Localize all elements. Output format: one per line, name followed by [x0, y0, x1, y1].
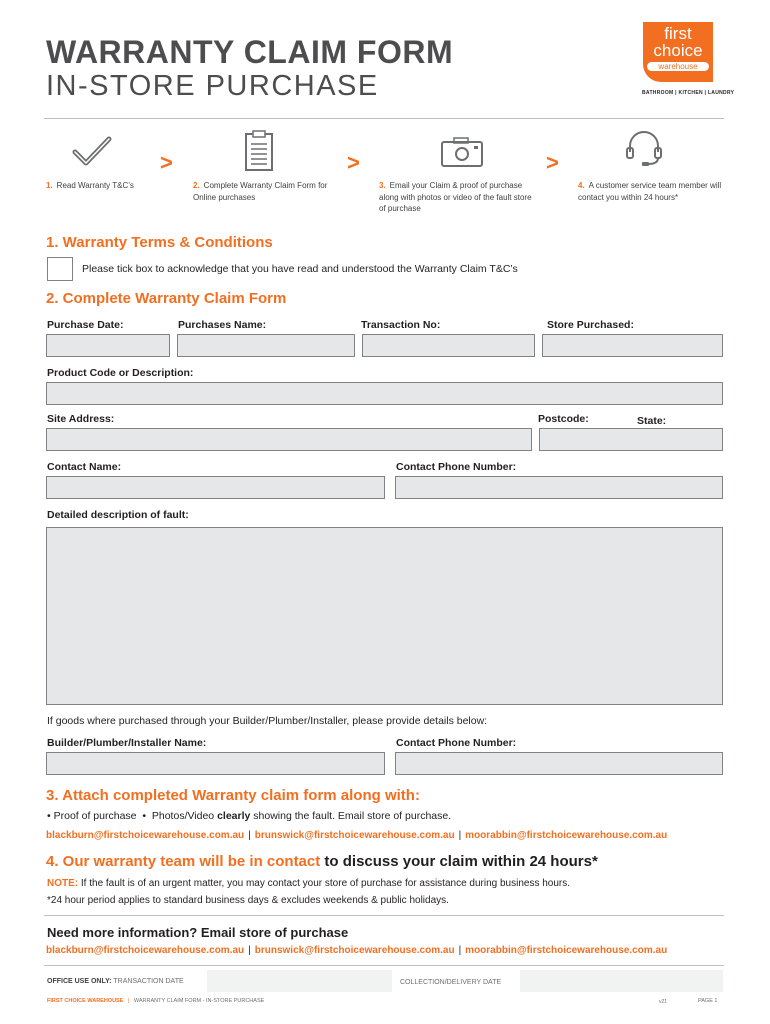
separator: | — [458, 830, 462, 841]
bullet-icon: • — [142, 810, 147, 822]
camera-icon — [440, 136, 484, 168]
attach-bullets — [47, 810, 451, 822]
bullet-photos-pre: Photos/Video — [151, 810, 218, 822]
step-2-text: Complete Warranty Claim Form for Online purchases — [193, 181, 328, 202]
postcode-label: Postcode: — [538, 413, 589, 425]
step-4-text: A customer service team member will contact you within 24 hours* — [578, 181, 722, 202]
note-body: If the fault is of an urgent matter, you may contact your store of purchase for assistance during business hours. — [78, 878, 571, 889]
step-4 — [578, 180, 723, 203]
email-blackburn-link[interactable]: blackburn@firstchoicewarehouse.com.au — [46, 945, 245, 956]
purchase-date-label: Purchase Date: — [47, 319, 124, 331]
footer-page: PAGE 1 — [698, 998, 718, 1004]
office-use-label: OFFICE USE ONLY: — [47, 978, 112, 985]
footer-version: v21 — [659, 999, 668, 1005]
page-footer — [47, 998, 264, 1004]
office-collection-date-field[interactable] — [520, 970, 723, 992]
store-purchased-field[interactable] — [542, 334, 723, 357]
section3-heading: 3. Attach completed Warranty claim form along with: — [46, 787, 420, 804]
brand-logo — [643, 22, 713, 82]
builder-phone-field[interactable] — [395, 752, 723, 775]
divider — [44, 965, 724, 966]
footer-separator: | — [127, 998, 130, 1004]
transaction-date-label: TRANSACTION DATE — [113, 978, 184, 985]
note-label: NOTE: — [47, 878, 79, 889]
site-address-field[interactable] — [46, 428, 532, 451]
builder-intro-text: If goods where purchased through your Builder/Plumber/Installer, please provide details below: — [47, 715, 488, 727]
store-purchased-label: Store Purchased: — [547, 319, 634, 331]
logo-line2: choice — [653, 41, 703, 60]
step-3 — [379, 180, 539, 215]
section4-heading — [46, 853, 598, 870]
contact-phone-label: Contact Phone Number: — [396, 461, 517, 473]
section2-heading: 2. Complete Warranty Claim Form — [46, 290, 287, 307]
separator: | — [248, 830, 251, 841]
postcode-state-field[interactable] — [539, 428, 723, 451]
note-text — [47, 878, 570, 889]
step-2 — [193, 180, 333, 203]
store-emails-row — [46, 830, 667, 841]
email-moorabbin-link[interactable]: moorabbin@firstchoicewarehouse.com.au — [465, 945, 668, 956]
tc-checkbox-label: Please tick box to acknowledge that you have read and understood the Warranty Claim T&C’s — [82, 263, 518, 275]
step-2-number: 2. — [193, 181, 200, 190]
fault-description-field[interactable] — [46, 527, 723, 705]
product-code-label: Product Code or Description: — [47, 367, 194, 379]
product-code-field[interactable] — [46, 382, 723, 405]
contact-name-label: Contact Name: — [47, 461, 122, 473]
email-brunswick-link[interactable]: brunswick@firstchoicewarehouse.com.au — [254, 945, 455, 956]
step-4-number: 4. — [578, 181, 585, 190]
logo-line3: warehouse — [647, 62, 709, 71]
form-title: WARRANTY CLAIM FORM — [46, 34, 454, 70]
purchases-name-label: Purchases Name: — [178, 319, 267, 331]
logo-tagline: BATHROOM | KITCHEN | LAUNDRY — [642, 90, 735, 96]
section4-heading-dark: to discuss your claim within 24 hours* — [320, 853, 598, 870]
logo-line1: first — [664, 24, 692, 43]
bullet-photos-bold: clearly — [217, 810, 251, 822]
divider — [44, 118, 724, 119]
step-1-number: 1. — [46, 181, 53, 190]
divider — [44, 915, 724, 916]
contact-phone-field[interactable] — [395, 476, 723, 499]
office-use-row — [47, 978, 184, 985]
footer-doc-title: WARRANTY CLAIM FORM - IN-STORE PURCHASE — [133, 998, 265, 1004]
checkmark-icon — [72, 135, 112, 167]
section1-heading: 1. Warranty Terms & Conditions — [46, 234, 273, 251]
purchase-date-field[interactable] — [46, 334, 170, 357]
step-1 — [46, 180, 176, 192]
step-3-text: Email your Claim & proof of purchase along with photos or video of the fault store of purchase — [379, 181, 532, 213]
bullet-photos-post: showing the fault. Email store of purchase. — [250, 810, 452, 822]
form-subtitle: IN-STORE PURCHASE — [46, 70, 379, 102]
contact-name-field[interactable] — [46, 476, 385, 499]
chevron-right-icon: > — [347, 150, 360, 175]
more-info-heading: Need more information? Email store of purchase — [47, 925, 349, 940]
fault-description-label: Detailed description of fault: — [47, 509, 189, 521]
site-address-label: Site Address: — [47, 413, 115, 425]
chevron-right-icon: > — [546, 150, 559, 175]
office-transaction-date-field[interactable] — [207, 970, 392, 992]
separator: | — [458, 945, 462, 956]
chevron-right-icon: > — [160, 150, 173, 175]
transaction-no-field[interactable] — [362, 334, 535, 357]
clipboard-icon — [244, 130, 274, 172]
footer-brand: FIRST CHOICE WAREHOUSE — [47, 998, 124, 1004]
headset-icon — [624, 130, 664, 170]
email-moorabbin-link[interactable]: moorabbin@firstchoicewarehouse.com.au — [465, 830, 668, 841]
builder-phone-label: Contact Phone Number: — [396, 737, 517, 749]
step-3-number: 3. — [379, 181, 386, 190]
bullet-proof: Proof of purchase — [53, 810, 137, 822]
builder-name-field[interactable] — [46, 752, 385, 775]
email-blackburn-link[interactable]: blackburn@firstchoicewarehouse.com.au — [46, 830, 245, 841]
section4-heading-orange: 4. Our warranty team will be in contact — [46, 853, 321, 870]
bullet-icon: • — [47, 810, 51, 822]
transaction-no-label: Transaction No: — [361, 319, 441, 331]
more-info-emails-row — [46, 945, 667, 956]
tc-checkbox[interactable] — [47, 257, 73, 281]
state-label: State: — [637, 415, 667, 427]
email-brunswick-link[interactable]: brunswick@firstchoicewarehouse.com.au — [254, 830, 455, 841]
collection-date-label: COLLECTION/DELIVERY DATE — [400, 979, 502, 986]
separator: | — [248, 945, 251, 956]
step-1-text: Read Warranty T&C’s — [56, 181, 134, 190]
builder-name-label: Builder/Plumber/Installer Name: — [47, 737, 207, 749]
purchases-name-field[interactable] — [177, 334, 355, 357]
footnote-text: *24 hour period applies to standard business days & excludes weekends & public holidays. — [47, 895, 449, 906]
